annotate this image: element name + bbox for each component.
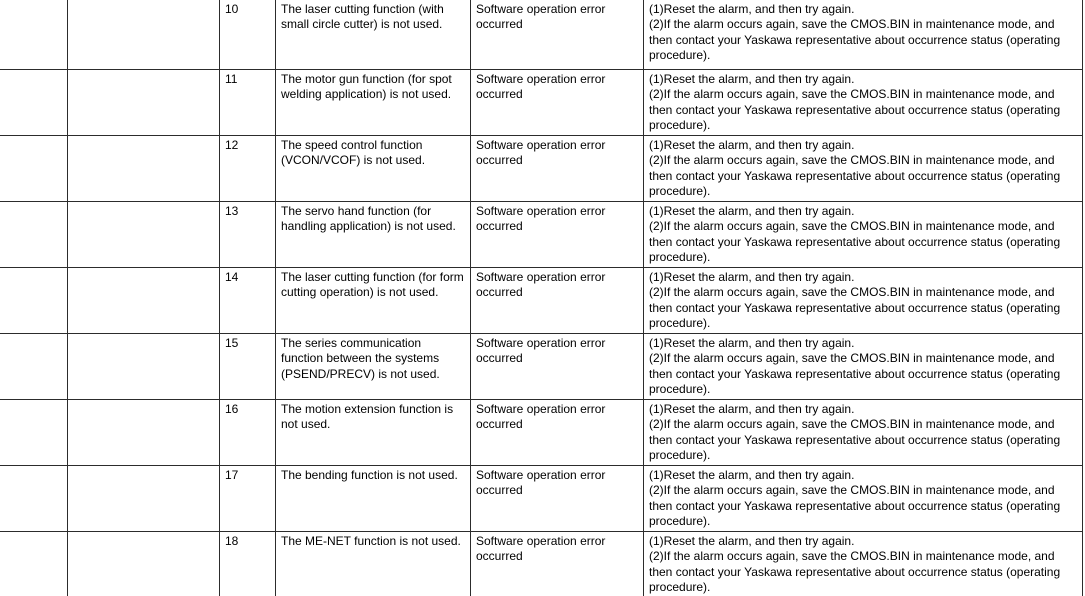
remedy-step-2: (2)If the alarm occurs again, save the CMOS.BIN in maintenance mode, and then contact your Yaskawa representative about occurrence status (operating procedure). [649, 219, 1061, 265]
table-row [0, 0, 1083, 70]
remedy-cell [644, 466, 1083, 532]
cause-cell: Software operation error occurred [471, 0, 644, 70]
alarm-number-cell [0, 400, 68, 466]
alarm-number-cell [0, 334, 68, 400]
alarm-number-cell [0, 532, 68, 596]
remedy-step-1: (1)Reset the alarm, and then try again. [649, 402, 855, 416]
cause-cell: Software operation error occurred [471, 334, 644, 400]
meaning-cell: The laser cutting function (with small circle cutter) is not used. [276, 0, 471, 70]
meaning-cell: The motion extension function is not used. [276, 400, 471, 466]
sub-code-cell: 16 [220, 400, 276, 466]
alarm-name-cell [68, 532, 220, 596]
remedy-step-2: (2)If the alarm occurs again, save the CMOS.BIN in maintenance mode, and then contact your Yaskawa representative about occurrence status (operating procedure). [649, 285, 1061, 331]
remedy-step-1: (1)Reset the alarm, and then try again. [649, 534, 855, 548]
meaning-cell: The bending function is not used. [276, 466, 471, 532]
sub-code-cell: 18 [220, 532, 276, 596]
cause-cell: Software operation error occurred [471, 268, 644, 334]
remedy-step-2: (2)If the alarm occurs again, save the CMOS.BIN in maintenance mode, and then contact your Yaskawa representative about occurrence status (operating procedure). [649, 87, 1061, 133]
table-row [0, 70, 1083, 136]
remedy-cell [644, 70, 1083, 136]
remedy-step-2: (2)If the alarm occurs again, save the CMOS.BIN in maintenance mode, and then contact your Yaskawa representative about occurrence status (operating procedure). [649, 483, 1061, 529]
alarm-name-cell [68, 268, 220, 334]
alarm-name-cell [68, 400, 220, 466]
alarm-number-cell [0, 268, 68, 334]
table-row [0, 334, 1083, 400]
sub-code-cell: 13 [220, 202, 276, 268]
sub-code-cell: 15 [220, 334, 276, 400]
table-row [0, 268, 1083, 334]
sub-code-cell: 12 [220, 136, 276, 202]
alarm-name-cell [68, 0, 220, 70]
meaning-cell: The ME-NET function is not used. [276, 532, 471, 596]
alarm-name-cell [68, 136, 220, 202]
remedy-cell [644, 268, 1083, 334]
meaning-cell: The servo hand function (for handling application) is not used. [276, 202, 471, 268]
cause-cell: Software operation error occurred [471, 466, 644, 532]
table-row [0, 532, 1083, 596]
alarm-number-cell [0, 202, 68, 268]
table-row [0, 466, 1083, 532]
alarm-name-cell [68, 334, 220, 400]
remedy-step-1: (1)Reset the alarm, and then try again. [649, 336, 855, 350]
remedy-step-1: (1)Reset the alarm, and then try again. [649, 270, 855, 284]
cause-cell: Software operation error occurred [471, 400, 644, 466]
cause-cell: Software operation error occurred [471, 202, 644, 268]
meaning-cell: The motor gun function (for spot welding application) is not used. [276, 70, 471, 136]
alarm-name-cell [68, 466, 220, 532]
cause-cell: Software operation error occurred [471, 136, 644, 202]
cause-cell: Software operation error occurred [471, 532, 644, 596]
remedy-step-1: (1)Reset the alarm, and then try again. [649, 138, 855, 152]
meaning-cell: The laser cutting function (for form cutting operation) is not used. [276, 268, 471, 334]
table-row [0, 136, 1083, 202]
sub-code-cell: 17 [220, 466, 276, 532]
remedy-step-2: (2)If the alarm occurs again, save the CMOS.BIN in maintenance mode, and then contact your Yaskawa representative about occurrence status (operating procedure). [649, 549, 1061, 595]
sub-code-cell: 11 [220, 70, 276, 136]
remedy-step-2: (2)If the alarm occurs again, save the CMOS.BIN in maintenance mode, and then contact your Yaskawa representative about occurrence status (operating procedure). [649, 17, 1061, 63]
meaning-cell: The speed control function (VCON/VCOF) is not used. [276, 136, 471, 202]
remedy-cell [644, 400, 1083, 466]
remedy-step-1: (1)Reset the alarm, and then try again. [649, 204, 855, 218]
remedy-cell [644, 136, 1083, 202]
remedy-cell [644, 202, 1083, 268]
cause-cell: Software operation error occurred [471, 70, 644, 136]
remedy-cell [644, 334, 1083, 400]
alarm-name-cell [68, 70, 220, 136]
remedy-step-1: (1)Reset the alarm, and then try again. [649, 468, 855, 482]
remedy-step-2: (2)If the alarm occurs again, save the CMOS.BIN in maintenance mode, and then contact your Yaskawa representative about occurrence status (operating procedure). [649, 351, 1061, 397]
table-row [0, 202, 1083, 268]
remedy-step-2: (2)If the alarm occurs again, save the CMOS.BIN in maintenance mode, and then contact your Yaskawa representative about occurrence status (operating procedure). [649, 417, 1061, 463]
remedy-step-2: (2)If the alarm occurs again, save the CMOS.BIN in maintenance mode, and then contact your Yaskawa representative about occurrence status (operating procedure). [649, 153, 1061, 199]
meaning-cell: The series communication function between the systems (PSEND/PRECV) is not used. [276, 334, 471, 400]
remedy-cell [644, 532, 1083, 596]
sub-code-cell: 14 [220, 268, 276, 334]
alarm-number-cell [0, 70, 68, 136]
sub-code-cell: 10 [220, 0, 276, 70]
alarm-number-cell [0, 0, 68, 70]
alarm-number-cell [0, 136, 68, 202]
alarm-number-cell [0, 466, 68, 532]
table-row [0, 400, 1083, 466]
remedy-step-1: (1)Reset the alarm, and then try again. [649, 2, 855, 16]
remedy-cell [644, 0, 1083, 70]
remedy-step-1: (1)Reset the alarm, and then try again. [649, 72, 855, 86]
alarm-name-cell [68, 202, 220, 268]
